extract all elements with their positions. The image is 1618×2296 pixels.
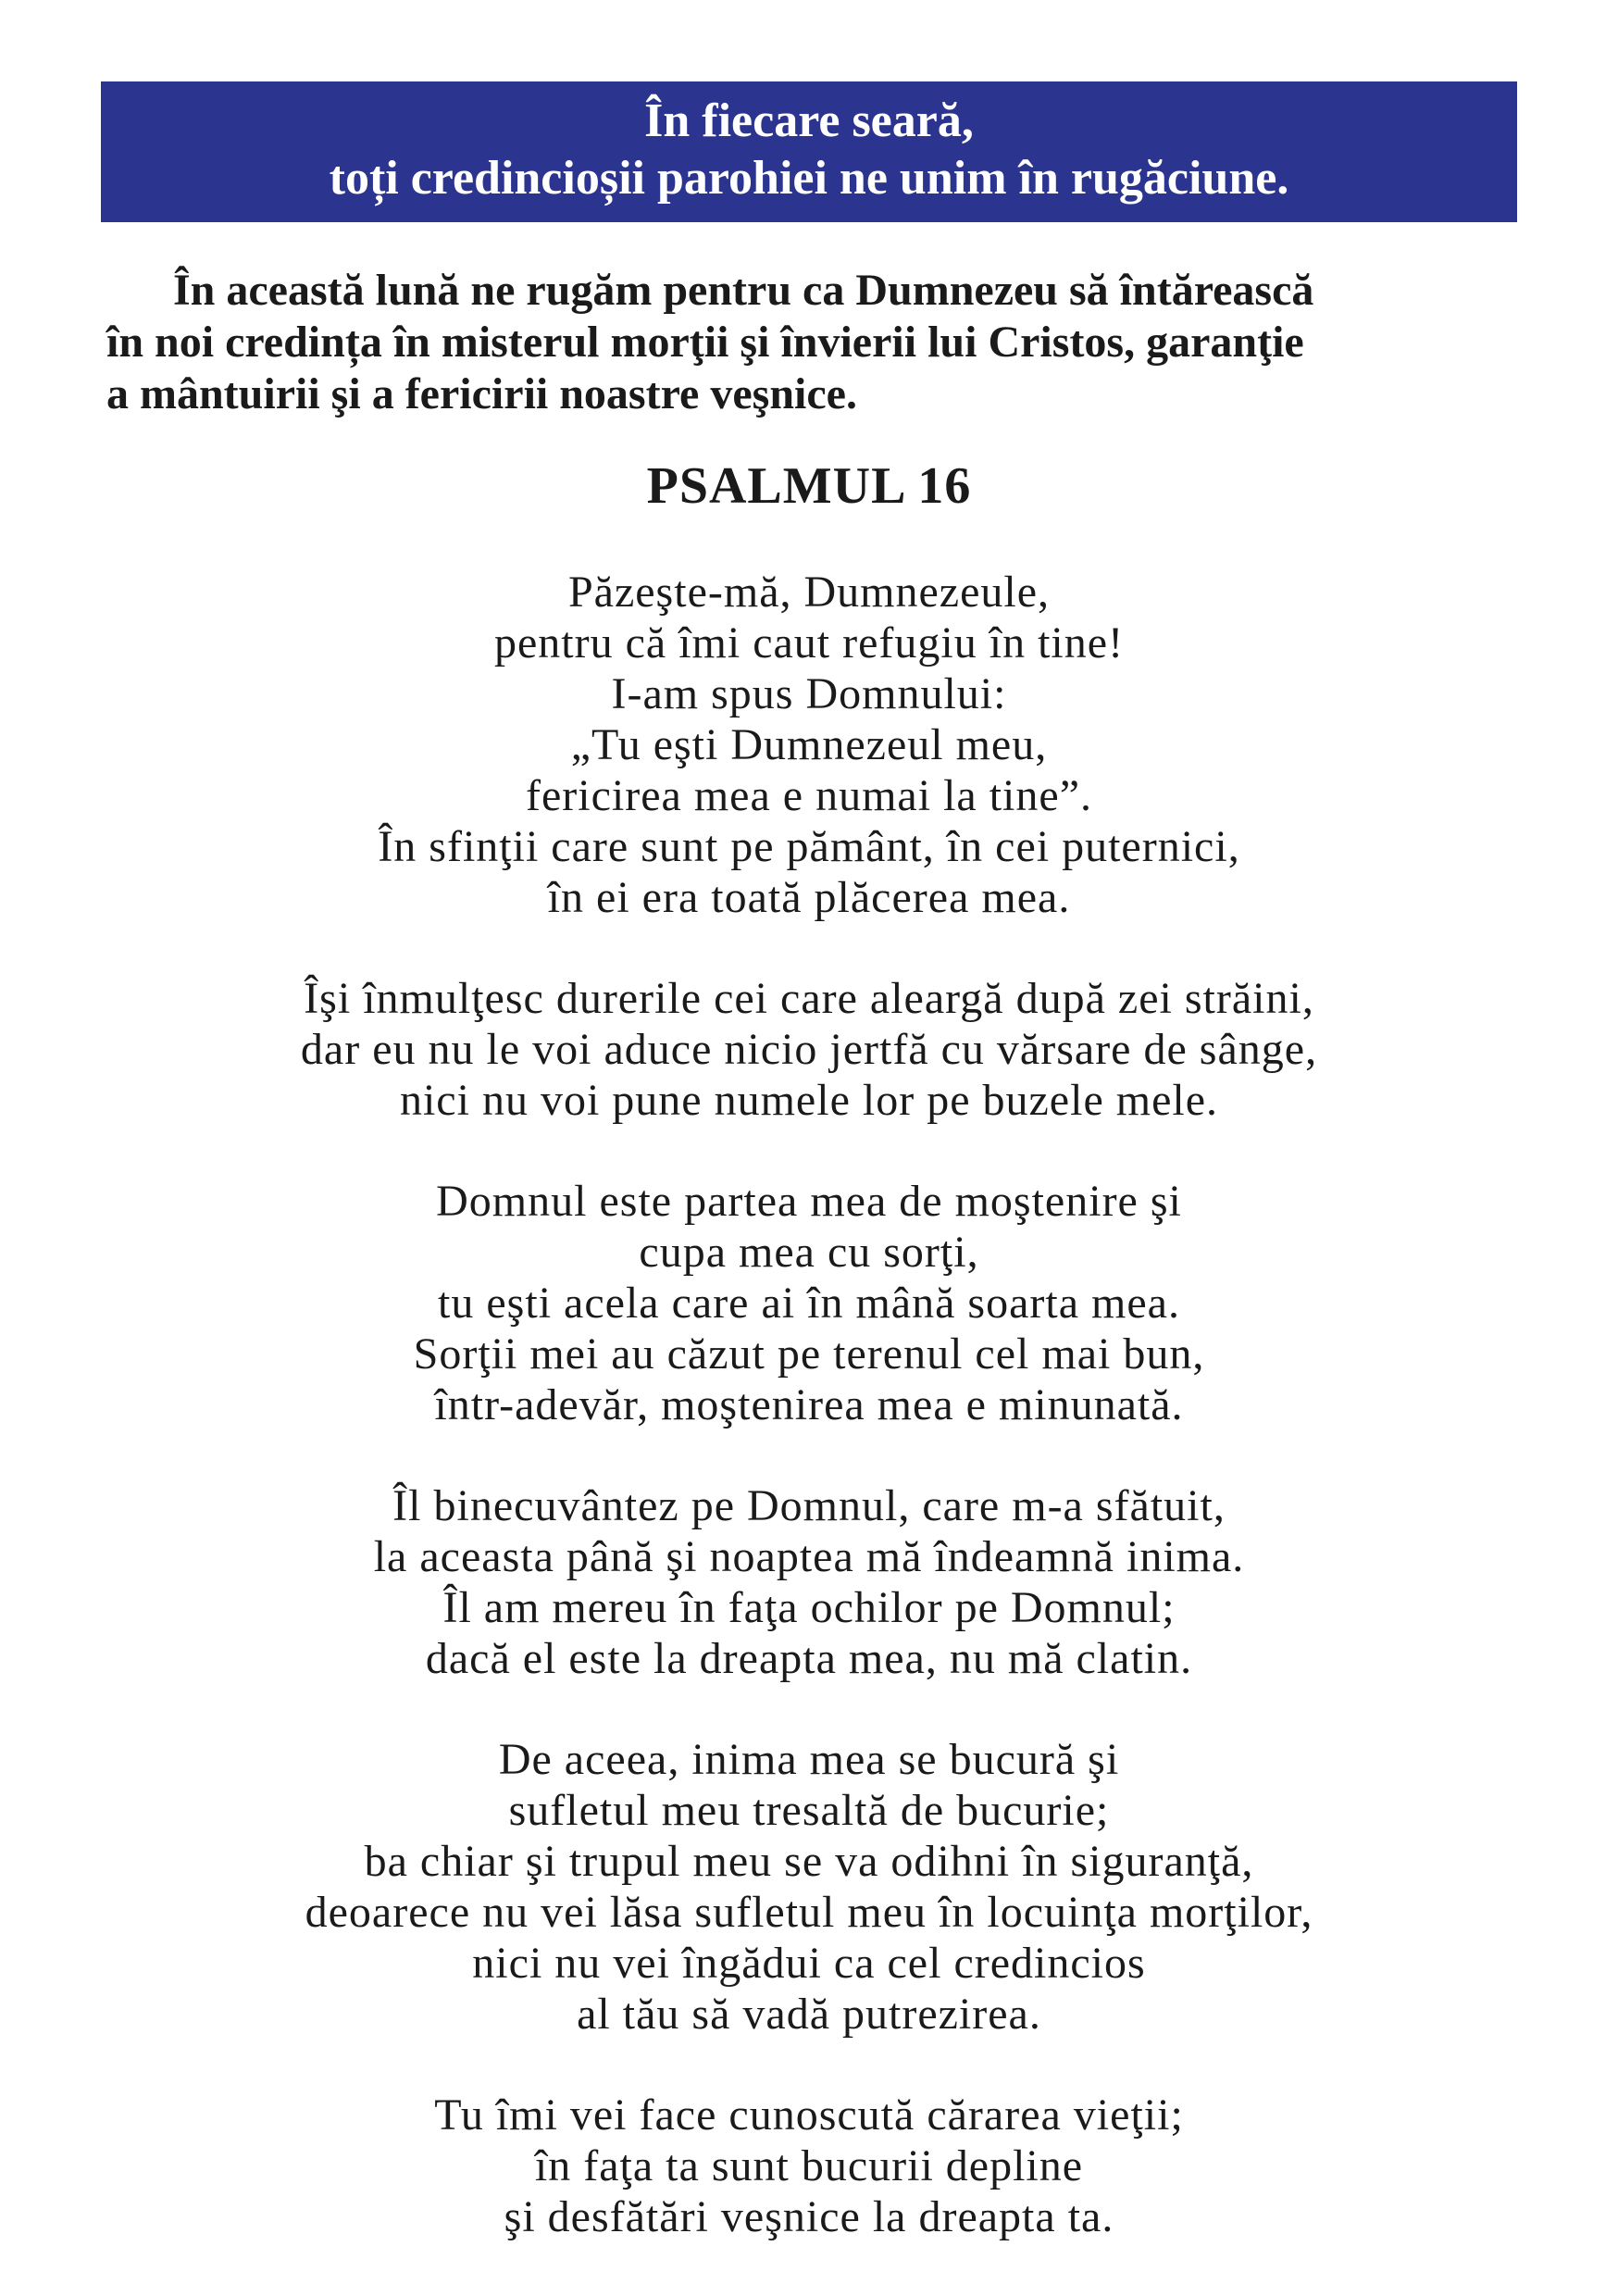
psalm-verse-line: În sfinţii care sunt pe pământ, în cei puternici, bbox=[378, 822, 1240, 871]
psalm-verse-line: nici nu voi pune numele lor pe buzele mele. bbox=[399, 1076, 1219, 1125]
psalm-verse-line: nici nu vei îngădui ca cel credincios bbox=[472, 1939, 1146, 1988]
psalm-verse-line: sufletul meu tresaltă de bucurie; bbox=[508, 1786, 1110, 1835]
psalm-text bbox=[0, 567, 1618, 2292]
intention-line-2: în noi credința în misterul morţii şi învierii lui Cristos, garanţie bbox=[106, 318, 1304, 367]
psalm-stanza bbox=[0, 1176, 1618, 1430]
psalm-stanza bbox=[0, 2090, 1618, 2242]
psalm-verse-line: Sorţii mei au căzut pe terenul cel mai bun, bbox=[413, 1329, 1205, 1379]
psalm-verse-line: Îl am mereu în faţa ochilor pe Domnul; bbox=[442, 1583, 1176, 1632]
psalm-verse-line: deoarece nu vei lăsa sufletul meu în locuinţa morţilor, bbox=[305, 1888, 1313, 1937]
psalm-verse-line: la aceasta până şi noaptea mă îndeamnă inima. bbox=[373, 1532, 1245, 1581]
psalm-verse-line: Îl binecuvântez pe Domnul, care m-a sfătuit, bbox=[392, 1481, 1226, 1530]
psalm-stanza bbox=[0, 973, 1618, 1126]
psalm-verse-line: al tău să vadă putrezirea. bbox=[577, 1990, 1041, 2039]
psalm-verse-line: Tu îmi vei face cunoscută cărarea vieţii; bbox=[434, 2090, 1184, 2140]
psalm-verse-line: dacă el este la dreapta mea, nu mă clatin. bbox=[425, 1634, 1193, 1683]
psalm-stanza bbox=[0, 1480, 1618, 1684]
psalm-verse-line: „Tu eşti Dumnezeul meu, bbox=[570, 720, 1048, 769]
psalm-stanza bbox=[0, 1734, 1618, 2040]
banner-line-2: toți credincioșii parohiei ne unim în rugăciune. bbox=[329, 152, 1289, 205]
psalm-title: PSALMUL 16 bbox=[646, 457, 972, 515]
intention-line-3: a mântuirii şi a fericirii noastre veşnice. bbox=[106, 369, 857, 418]
psalm-verse-line: ba chiar şi trupul meu se va odihni în siguranţă, bbox=[364, 1837, 1254, 1886]
psalm-verse-line: fericirea mea e numai la tine”. bbox=[526, 771, 1092, 820]
psalm-verse-line: în faţa ta sunt bucurii depline bbox=[534, 2141, 1084, 2190]
psalm-verse-line: pentru că îmi caut refugiu în tine! bbox=[493, 618, 1125, 668]
psalm-verse-line: Domnul este partea mea de moştenire şi bbox=[436, 1177, 1182, 1226]
header-banner bbox=[101, 81, 1517, 222]
psalm-verse-line: într-adevăr, moştenirea mea e minunată. bbox=[434, 1380, 1184, 1429]
psalm-verse-line: Păzeşte-mă, Dumnezeule, bbox=[567, 568, 1051, 617]
psalm-verse-line: I-am spus Domnului: bbox=[611, 669, 1007, 718]
psalm-stanza bbox=[0, 567, 1618, 923]
intention-line-1: În această lună ne rugăm pentru ca Dumnezeu să întărească bbox=[173, 266, 1314, 315]
intention-paragraph bbox=[106, 265, 1523, 420]
psalm-verse-line: tu eşti acela care ai în mână soarta mea. bbox=[438, 1279, 1180, 1328]
psalm-verse-line: cupa mea cu sorţi, bbox=[639, 1228, 979, 1277]
psalm-verse-line: în ei era toată plăcerea mea. bbox=[547, 873, 1071, 922]
psalm-verse-line: De aceea, inima mea se bucură şi bbox=[498, 1735, 1120, 1784]
psalm-verse-line: şi desfătări veşnice la dreapta ta. bbox=[504, 2192, 1114, 2241]
psalm-verse-line: Îşi înmulţesc durerile cei care aleargă după zei străini, bbox=[304, 974, 1314, 1023]
psalm-verse-line: dar eu nu le voi aduce nicio jertfă cu vărsare de sânge, bbox=[300, 1025, 1318, 1074]
banner-line-1: În fiecare seară, bbox=[644, 94, 974, 147]
